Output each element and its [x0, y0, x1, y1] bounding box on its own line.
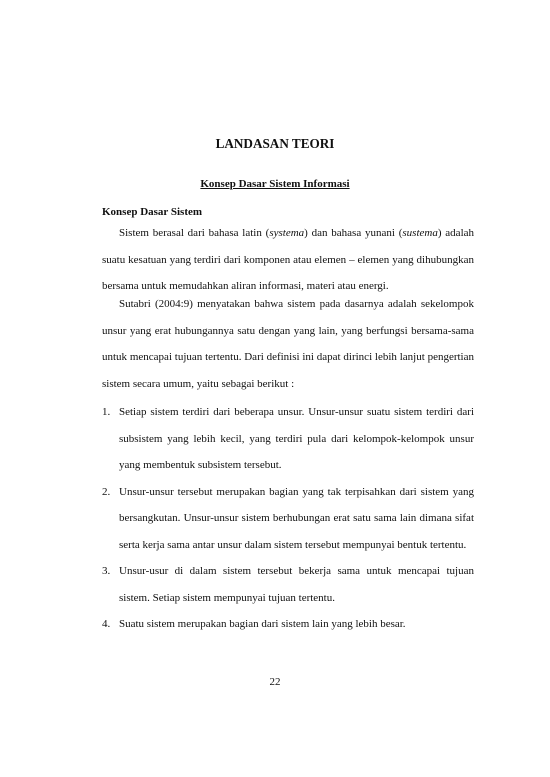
section-heading: Konsep Dasar Sistem	[102, 206, 203, 218]
term-sustema: sustema	[402, 227, 438, 239]
chapter-subtitle: Konsep Dasar Sistem Informasi	[200, 178, 350, 190]
paragraph-1-text-c: ) adalah suatu kesatuan yang terdiri dari komponen atau elemen – elemen yang dihubungkan bersama untuk memudahkan aliran informasi, materi atau energi.	[102, 227, 475, 292]
list-item-text: Unsur-usur di dalam sistem tersebut bekerja sama untuk mencapai tujuan sistem. Setiap sistem mempunyai tujuan tertentu.	[119, 565, 474, 604]
term-systema: systema	[269, 227, 305, 239]
paragraph-2: Sutabri (2004:9) menyatakan bahwa sistem pada dasarnya adalah sekelompok unsur yang erat hubungannya satu dengan yang lain, yang berfungsi bersama-sama untuk mencapai tujuan tertentu. Dari definisi ini dapat dirinci lebih lanjut pengertian sistem secara umum, yaitu sebagai berikut :	[102, 298, 474, 390]
paragraph-1-text-a: Sistem berasal dari bahasa latin (	[119, 227, 270, 239]
list-item-number: 1.	[102, 406, 111, 418]
list-item	[102, 611, 474, 638]
list-item-number: 4.	[102, 618, 111, 630]
list-item-number: 3.	[102, 565, 111, 577]
numbered-list	[102, 399, 474, 638]
list-item	[102, 479, 474, 559]
list-item-text: Suatu sistem merupakan bagian dari sistem lain yang lebih besar.	[119, 618, 406, 630]
paragraph-1-text-b: ) dan bahasa yunani (	[304, 227, 403, 239]
paragraph-1	[102, 220, 474, 300]
list-item	[102, 399, 474, 479]
list-item-text: Setiap sistem terdiri dari beberapa unsur. Unsur-unsur suatu sistem terdiri dari subsistem yang lebih kecil, yang terdiri pula dari kelompok-kelompok unsur yang membentuk subsistem tersebut.	[119, 406, 474, 471]
page-number: 22	[269, 676, 281, 688]
page-title: LANDASAN TEORI	[215, 136, 335, 151]
list-item-number: 2.	[102, 485, 111, 498]
list-item-text: Unsur-unsur tersebut merupakan bagian yang tak terpisahkan dari sistem yang bersangkutan. Unsur-unsur sistem berhubungan erat satu sama lain dimana sifat serta kerja sama antar unsur dalam sistem tersebut mempunyai bentuk tertentu.	[119, 485, 474, 551]
list-item	[102, 558, 474, 611]
